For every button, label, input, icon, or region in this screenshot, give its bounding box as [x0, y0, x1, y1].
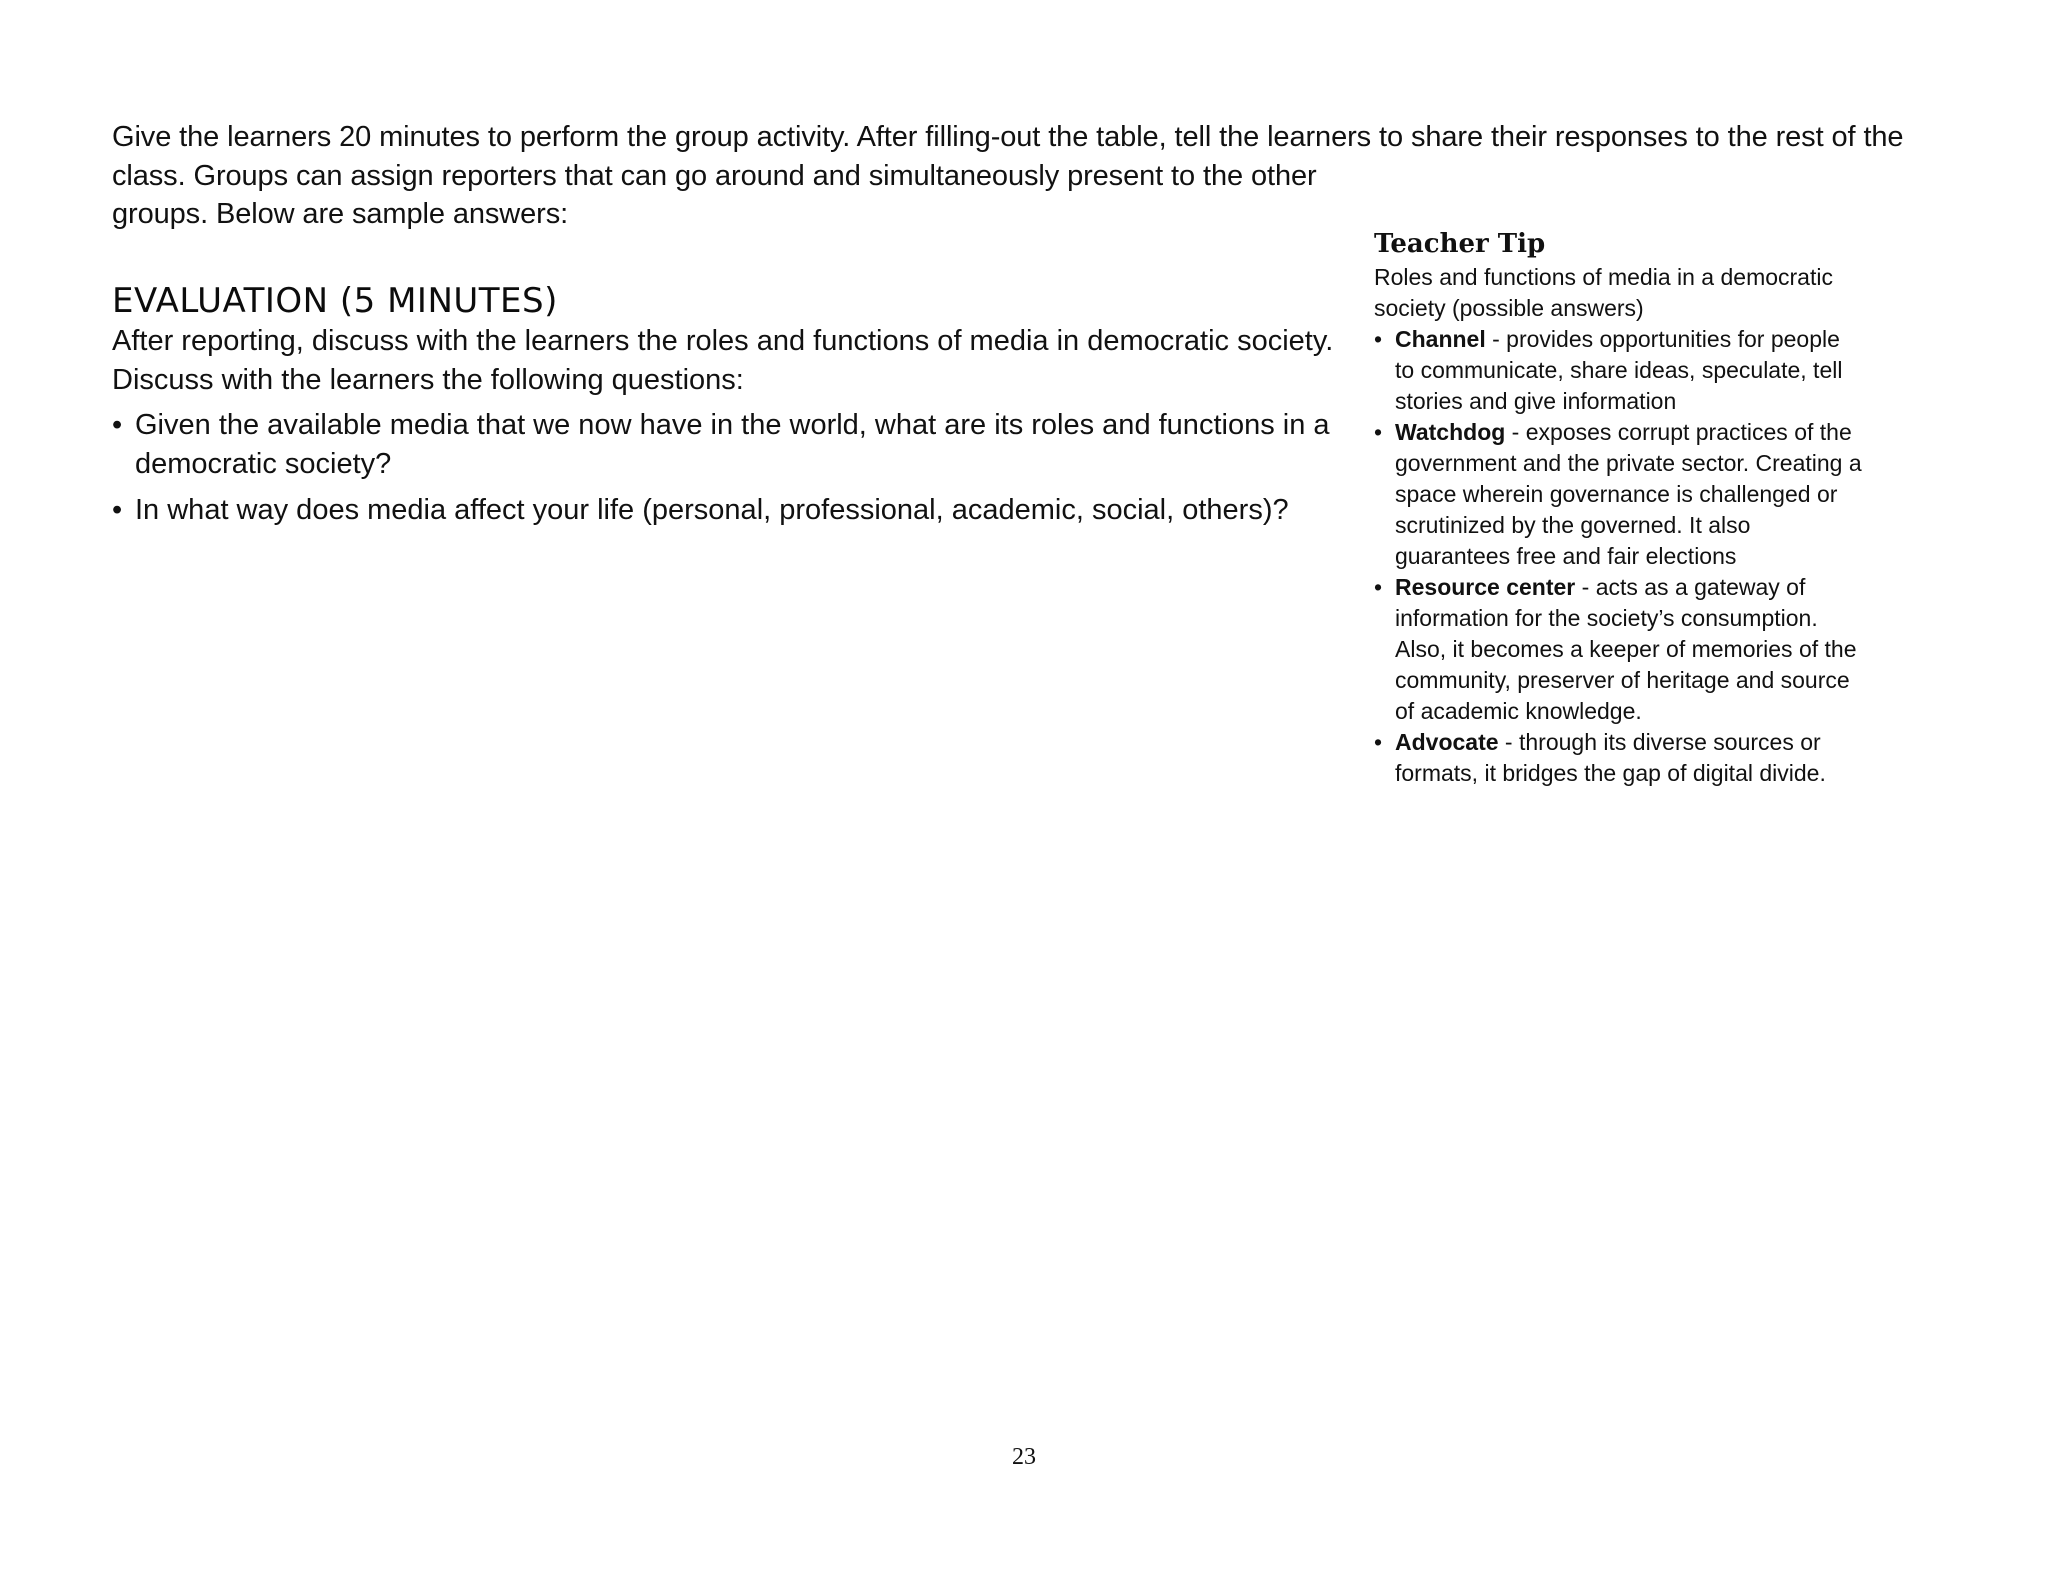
teacher-tip-box: [1374, 226, 1894, 789]
intro-line: groups. Below are sample answers:: [112, 198, 569, 230]
teacher-tip-intro: [1374, 262, 1894, 324]
tip-line: formats, it bridges the gap of digital divide.: [1395, 760, 1826, 786]
evaluation-line: After reporting, discuss with the learners the roles and functions of media in democratic society.: [112, 325, 1334, 357]
section-heading: EVALUATION (5 MINUTES): [112, 281, 558, 321]
evaluation-section: [112, 280, 1342, 538]
bullet-icon: •: [1374, 419, 1383, 445]
intro-line: class. Groups can assign reporters that can go around and simultaneously present to the other: [112, 159, 1317, 192]
tip-line: to communicate, share ideas, speculate, tell: [1395, 357, 1843, 383]
tip-term: Resource center: [1395, 574, 1576, 600]
tip-text: - provides opportunities for people: [1485, 326, 1840, 352]
tip-line: space wherein governance is challenged or: [1395, 481, 1838, 507]
question-item: [112, 491, 1342, 530]
intro-line: Give the learners 20 minutes to perform the group activity. After filling-out the table, tell the learners to share their responses to the rest of the: [112, 121, 1904, 153]
tip-line: Also, it becomes a keeper of memories of the: [1395, 636, 1857, 662]
tip-line: guarantees free and fair elections: [1395, 543, 1737, 569]
tip-term: Advocate: [1395, 729, 1499, 755]
tip-line: of academic knowledge.: [1395, 698, 1642, 724]
tip-text: - exposes corrupt practices of the: [1505, 419, 1852, 445]
tip-item-watchdog: [1374, 417, 1894, 572]
tip-term: Watchdog: [1395, 419, 1506, 445]
bullet-icon: •: [1374, 326, 1383, 352]
tip-line: information for the society’s consumption.: [1395, 605, 1818, 631]
evaluation-line: Discuss with the learners the following questions:: [112, 363, 744, 396]
evaluation-paragraph: [112, 322, 1342, 399]
bullet-icon: •: [112, 494, 123, 526]
tip-intro-line: society (possible answers): [1374, 295, 1644, 321]
tip-item-channel: [1374, 324, 1894, 417]
bullet-icon: •: [1374, 574, 1383, 600]
tip-text: - acts as a gateway of: [1575, 574, 1806, 600]
intro-paragraph: [112, 118, 1952, 234]
tip-text: - through its diverse sources or: [1498, 729, 1821, 755]
page-number: 23: [1012, 1444, 1036, 1470]
question-line: Given the available media that we now have in the world, what are its roles and functions in a: [135, 409, 1330, 441]
tip-term: Channel: [1395, 326, 1486, 352]
tip-line: scrutinized by the governed. It also: [1395, 512, 1751, 538]
tip-item-resource-center: [1374, 572, 1894, 727]
bullet-icon: •: [112, 409, 123, 441]
teacher-tip-list: [1374, 324, 1894, 789]
question-line: democratic society?: [135, 447, 392, 480]
tip-line: stories and give information: [1395, 388, 1677, 414]
tip-intro-line: Roles and functions of media in a democratic: [1374, 264, 1833, 290]
discussion-questions: [112, 406, 1342, 530]
question-item: [112, 406, 1342, 483]
tip-line: community, preserver of heritage and source: [1395, 667, 1850, 693]
bullet-icon: •: [1374, 729, 1383, 755]
tip-item-advocate: [1374, 727, 1894, 789]
teacher-tip-title: Teacher Tip: [1374, 229, 1546, 259]
question-line: In what way does media affect your life (personal, professional, academic, social, others)?: [135, 494, 1289, 526]
tip-line: government and the private sector. Creating a: [1395, 450, 1862, 476]
